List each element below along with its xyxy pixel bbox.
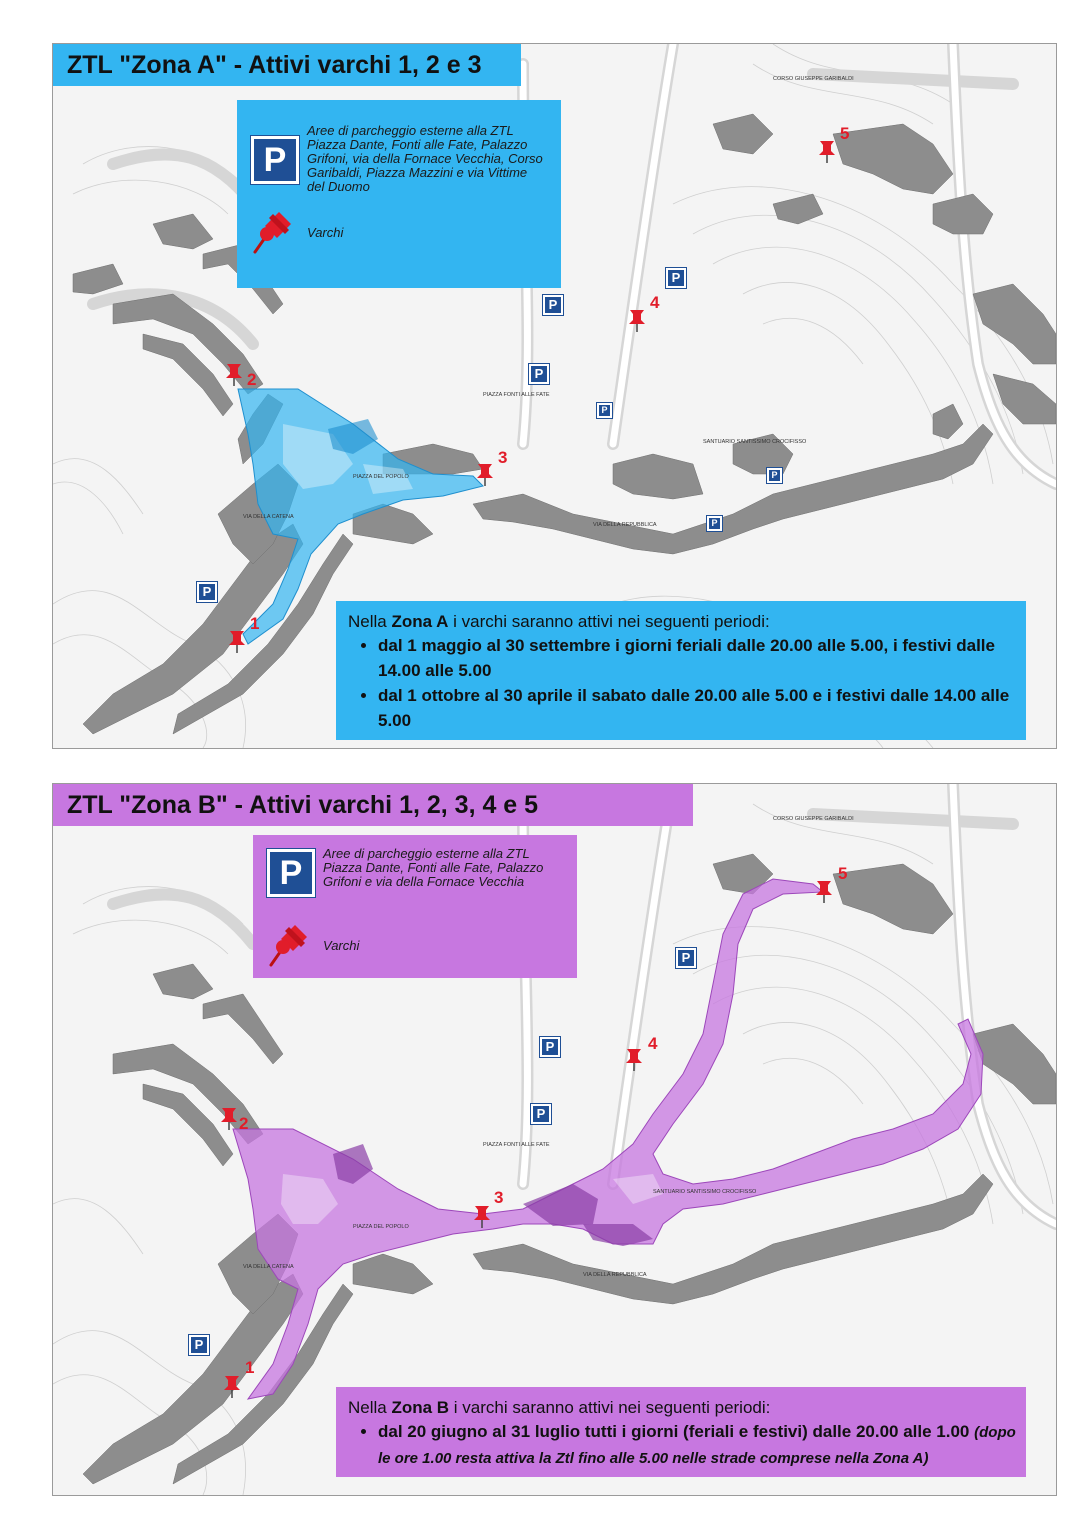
parking-marker: P	[676, 948, 696, 968]
gate-number-5: 5	[838, 864, 848, 883]
parking-marker: P	[767, 468, 782, 483]
street-label-santuario: SANTUARIO SANTISSIMO CROCIFISSO	[703, 439, 807, 445]
parking-marker: P	[197, 582, 217, 602]
zona-b-legend	[253, 835, 577, 978]
gate-number-3: 3	[498, 448, 508, 467]
street-label-via-repubblica: VIA DELLA REPUBBLICA	[583, 1272, 647, 1278]
street-label-corso-garibaldi: CORSO GIUSEPPE GARIBALDI	[773, 76, 854, 82]
parking-marker: P	[597, 403, 612, 418]
parking-icon: P	[267, 849, 315, 897]
period-item	[378, 1419, 1028, 1471]
gate-pin-icon	[813, 879, 835, 903]
info-intro-post: i varchi saranno attivi nei seguenti periodi:	[449, 1398, 771, 1417]
info-intro-post: i varchi saranno attivi nei seguenti periodi:	[448, 612, 770, 631]
info-intro-zone: Zona B	[391, 1398, 450, 1417]
gate-number-5: 5	[840, 124, 850, 143]
info-intro-pre: Nella	[348, 1398, 392, 1417]
info-intro-zone: Zona A	[391, 612, 449, 631]
gate-number-1: 1	[250, 614, 260, 633]
parking-marker: P	[540, 1037, 560, 1057]
gate-pin-icon	[226, 629, 248, 653]
legend-gates-label: Varchi	[323, 938, 360, 953]
legend-parking-title: Aree di parcheggio esterne alla ZTL	[323, 846, 530, 861]
gate-number-3: 3	[494, 1188, 504, 1207]
zona-b-periods-list	[348, 1419, 1028, 1471]
street-label-via-catena: VIA DELLA CATENA	[243, 514, 294, 520]
period-note: (dopo le ore 1.00 resta attiva la Ztl fino alle 5.00 nelle strade comprese nella Zona A)	[378, 1424, 1016, 1467]
gate-number-4: 4	[650, 293, 660, 312]
street-label-piazza-popolo: PIAZZA DEL POPOLO	[353, 474, 409, 480]
gate-pin-icon	[221, 1374, 243, 1398]
street-label-piazza-popolo: PIAZZA DEL POPOLO	[353, 1224, 409, 1230]
street-label-via-repubblica: VIA DELLA REPUBBLICA	[593, 522, 657, 528]
legend-parking-places: Piazza Dante, Fonti alle Fate, Palazzo Grifoni e via della Fornace Vecchia	[323, 860, 544, 889]
parking-marker: P	[707, 516, 722, 531]
gate-pin-icon	[623, 1047, 645, 1071]
zona-a-map-panel	[52, 43, 1057, 749]
street-label-piazza-fonti: PIAZZA FONTI ALLE FATE	[483, 1142, 550, 1148]
zona-b-map-panel	[52, 783, 1057, 1496]
gate-number-2: 2	[247, 370, 257, 389]
street-label-santuario: SANTUARIO SANTISSIMO CROCIFISSO	[653, 1189, 757, 1195]
legend-gates-label: Varchi	[307, 225, 344, 240]
zona-b-title: ZTL "Zona B" - Attivi varchi 1, 2, 3, 4 e 5	[53, 784, 693, 826]
street-label-corso-garibaldi: CORSO GIUSEPPE GARIBALDI	[773, 816, 854, 822]
info-intro-pre: Nella	[348, 612, 392, 631]
parking-icon: P	[251, 136, 299, 184]
period-main: dal 20 giugno al 31 luglio tutti i giorni (feriali e festivi) dalle 20.00 alle 1.00	[378, 1422, 970, 1441]
gate-pin-icon	[218, 1106, 240, 1130]
parking-marker: P	[189, 1335, 209, 1355]
gate-pin-icon	[626, 308, 648, 332]
street-label-piazza-fonti: PIAZZA FONTI ALLE FATE	[483, 392, 550, 398]
legend-parking-title: Aree di parcheggio esterne alla ZTL	[307, 123, 514, 138]
parking-marker: P	[543, 295, 563, 315]
pushpin-icon	[267, 919, 311, 967]
gate-number-1: 1	[245, 1358, 255, 1377]
gate-number-4: 4	[648, 1034, 658, 1053]
gate-pin-icon	[471, 1204, 493, 1228]
period-item: • dal 1 maggio al 30 settembre i giorni feriali dalle 20.00 alle 5.00, i festivi dalle 14.00 alle 5.00	[378, 633, 1028, 683]
pushpin-icon	[251, 206, 295, 254]
period-item: • dal 1 ottobre al 30 aprile il sabato dalle 20.00 alle 5.00 e i festivi dalle 14.00 alle 5.00	[378, 683, 1028, 733]
zona-a-legend	[237, 100, 561, 288]
gate-pin-icon	[474, 462, 496, 486]
legend-parking-places: Piazza Dante, Fonti alle Fate, Palazzo Grifoni, via della Fornace Vecchia, Corso Garibaldi, Piazza Mazzini e via Vittime del Duomo	[307, 137, 543, 194]
zona-b-info-box	[336, 1387, 1026, 1477]
parking-marker: P	[531, 1104, 551, 1124]
gate-pin-icon	[816, 139, 838, 163]
street-label-via-catena: VIA DELLA CATENA	[243, 1264, 294, 1270]
zona-a-info-box	[336, 601, 1026, 740]
parking-marker: P	[529, 364, 549, 384]
zona-a-periods-list	[348, 633, 1028, 733]
parking-marker: P	[666, 268, 686, 288]
gate-pin-icon	[223, 362, 245, 386]
zona-a-title: ZTL "Zona A" - Attivi varchi 1, 2 e 3	[53, 44, 521, 86]
gate-number-2: 2	[239, 1114, 249, 1133]
